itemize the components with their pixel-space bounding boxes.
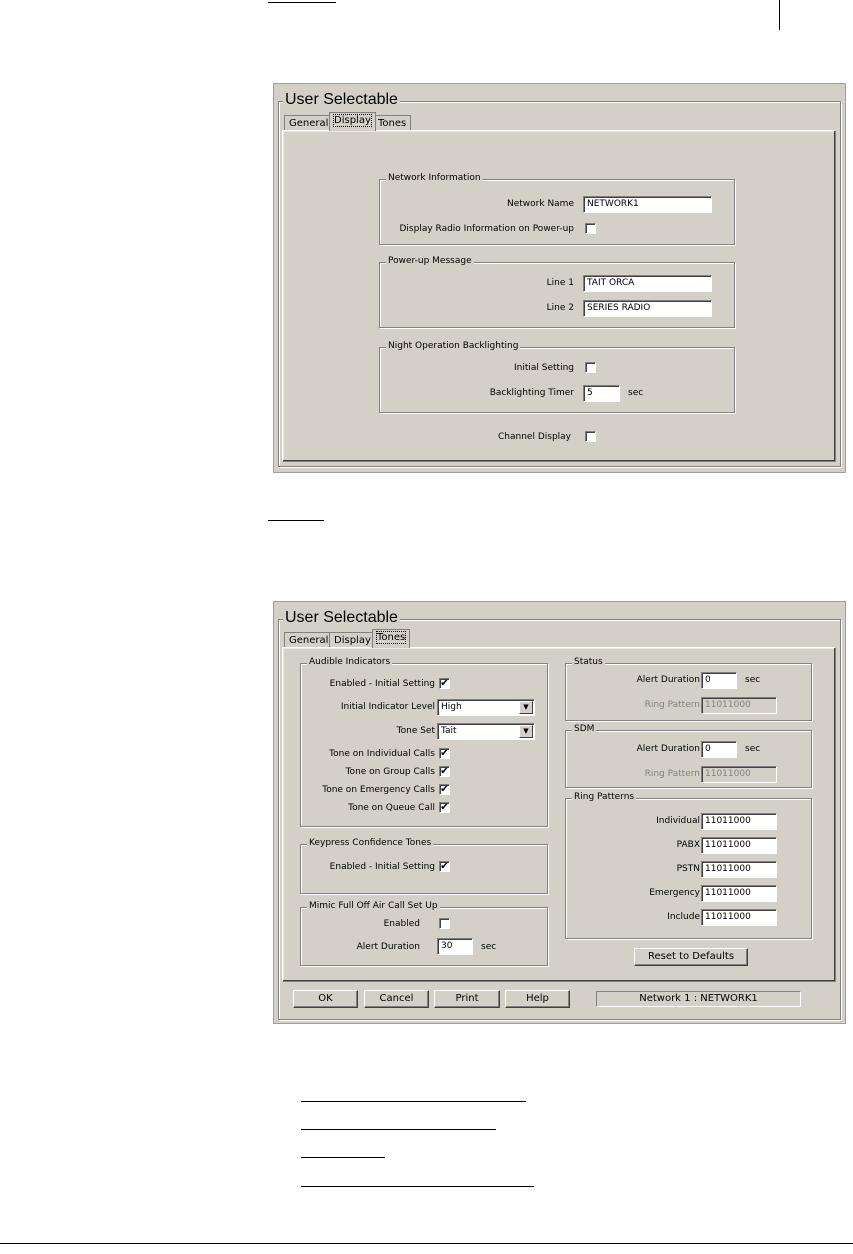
tab-tones[interactable]: Tones xyxy=(373,115,411,131)
pabx-label: PABX xyxy=(676,840,700,850)
display-radio-info-label: Display Radio Information on Power-up xyxy=(399,224,574,234)
network-info-group xyxy=(379,173,735,245)
section-heading-underline-2 xyxy=(268,520,324,521)
timer-unit: sec xyxy=(628,388,644,398)
status-ring-input: 11011000 xyxy=(701,697,777,714)
section-heading-underline-1 xyxy=(268,2,336,3)
tab-general[interactable]: General xyxy=(284,632,333,648)
group-legend: Network Information xyxy=(388,173,481,183)
reset-to-defaults-button[interactable]: Reset to Defaults xyxy=(634,948,748,966)
tone-emergency-label: Tone on Emergency Calls xyxy=(322,785,435,795)
status-alert-input[interactable]: 0 xyxy=(701,672,737,689)
power-up-message-group xyxy=(379,256,735,328)
initial-setting-label: Initial Setting xyxy=(514,363,574,373)
mimic-alert-input[interactable]: 30 xyxy=(437,938,473,955)
tones-dialog xyxy=(273,601,846,1024)
line1-label: Line 1 xyxy=(546,278,574,288)
individual-input[interactable]: 11011000 xyxy=(701,813,777,830)
line2-input[interactable]: SERIES RADIO xyxy=(583,300,712,317)
initial-setting-checkbox[interactable] xyxy=(585,362,596,373)
emergency-input[interactable]: 11011000 xyxy=(701,885,777,902)
audible-enabled-checkbox[interactable]: ✔ xyxy=(440,678,449,689)
group-legend: Power-up Message xyxy=(388,256,472,266)
network-name-label: Network Name xyxy=(507,199,574,209)
indicator-level-label: Initial Indicator Level xyxy=(340,702,435,712)
mimic-call-setup-group xyxy=(300,901,548,966)
link-underline-1 xyxy=(301,1101,526,1102)
print-button[interactable]: Print xyxy=(434,990,500,1008)
individual-label: Individual xyxy=(656,816,700,826)
group-legend: Ring Patterns xyxy=(574,792,635,802)
pabx-input[interactable]: 11011000 xyxy=(701,837,777,854)
ring-patterns-group xyxy=(565,792,812,939)
sdm-alert-input[interactable]: 0 xyxy=(701,741,737,758)
line2-label: Line 2 xyxy=(546,303,574,313)
backlighting-timer-label: Backlighting Timer xyxy=(489,388,574,398)
mimic-enabled-checkbox[interactable] xyxy=(439,918,450,929)
indicator-level-select[interactable] xyxy=(437,699,535,716)
tab-display[interactable]: Display xyxy=(329,112,376,131)
tone-individual-checkbox[interactable]: ✔ xyxy=(440,748,449,759)
indicator-level-value: High xyxy=(441,702,462,712)
channel-display-checkbox[interactable] xyxy=(585,431,596,442)
mimic-alert-unit: sec xyxy=(481,942,497,952)
include-input[interactable]: 11011000 xyxy=(701,909,777,926)
tone-group-label: Tone on Group Calls xyxy=(345,767,435,777)
emergency-label: Emergency xyxy=(649,888,700,898)
dialog-title: User Selectable xyxy=(285,609,398,626)
help-button[interactable]: Help xyxy=(505,990,570,1008)
backlighting-timer-input[interactable]: 5 xyxy=(583,385,620,402)
sdm-group xyxy=(565,724,812,788)
keypress-enabled-label: Enabled - Initial Setting xyxy=(329,862,435,872)
network-name-input[interactable]: NETWORK1 xyxy=(583,196,712,213)
tone-set-value: Tait xyxy=(441,726,457,736)
tone-group-checkbox[interactable]: ✔ xyxy=(440,766,449,777)
chevron-down-icon[interactable]: ▼ xyxy=(519,701,533,714)
backlighting-group xyxy=(379,341,735,413)
network-status-bar: Network 1 : NETWORK1 xyxy=(596,991,801,1007)
tone-set-select[interactable] xyxy=(437,723,535,740)
pstn-label: PSTN xyxy=(676,864,700,874)
group-legend: SDM xyxy=(574,724,595,734)
chevron-down-icon[interactable]: ▼ xyxy=(519,725,533,738)
display-dialog xyxy=(273,83,846,473)
group-legend: Night Operation Backlighting xyxy=(388,341,519,351)
audible-enabled-label: Enabled - Initial Setting xyxy=(329,679,435,689)
keypress-tones-group xyxy=(300,838,548,894)
tab-panel-tones xyxy=(282,647,836,982)
status-alert-label: Alert Duration xyxy=(636,675,700,685)
sdm-alert-label: Alert Duration xyxy=(636,744,700,754)
tone-queue-label: Tone on Queue Call xyxy=(348,803,435,813)
dialog-title: User Selectable xyxy=(285,91,398,108)
tone-queue-checkbox[interactable]: ✔ xyxy=(440,802,449,813)
line1-input[interactable]: TAIT ORCA xyxy=(583,275,712,292)
page-footer-rule xyxy=(0,1243,853,1244)
tone-individual-label: Tone on Individual Calls xyxy=(329,749,435,759)
page-vertical-rule xyxy=(779,0,780,30)
tab-tones[interactable]: Tones xyxy=(372,629,410,648)
keypress-enabled-checkbox[interactable]: ✔ xyxy=(440,861,449,872)
link-underline-2 xyxy=(301,1129,496,1130)
group-legend: Keypress Confidence Tones xyxy=(309,838,432,848)
display-radio-info-checkbox[interactable] xyxy=(585,223,596,234)
status-alert-unit: sec xyxy=(745,675,761,685)
include-label: Include xyxy=(667,912,700,922)
tab-panel-display xyxy=(282,130,836,462)
channel-display-label: Channel Display xyxy=(498,432,571,442)
group-legend: Mimic Full Off Air Call Set Up xyxy=(309,901,438,911)
tone-set-label: Tone Set xyxy=(396,726,435,736)
cancel-button[interactable]: Cancel xyxy=(364,990,429,1008)
sdm-ring-label: Ring Pattern xyxy=(644,769,700,779)
mimic-alert-label: Alert Duration xyxy=(356,942,420,952)
tone-emergency-checkbox[interactable]: ✔ xyxy=(440,784,449,795)
ok-button[interactable]: OK xyxy=(293,990,358,1008)
status-group xyxy=(565,657,812,721)
group-legend: Status xyxy=(574,657,603,667)
group-legend: Audible Indicators xyxy=(309,657,391,667)
mimic-enabled-label: Enabled xyxy=(383,919,420,929)
link-underline-3 xyxy=(301,1157,385,1158)
tab-general[interactable]: General xyxy=(284,115,333,131)
sdm-alert-unit: sec xyxy=(745,744,761,754)
sdm-ring-input: 11011000 xyxy=(701,766,777,783)
tab-display[interactable]: Display xyxy=(329,632,376,648)
link-underline-4 xyxy=(301,1186,534,1187)
status-ring-label: Ring Pattern xyxy=(644,700,700,710)
pstn-input[interactable]: 11011000 xyxy=(701,861,777,878)
audible-indicators-group xyxy=(300,657,548,827)
